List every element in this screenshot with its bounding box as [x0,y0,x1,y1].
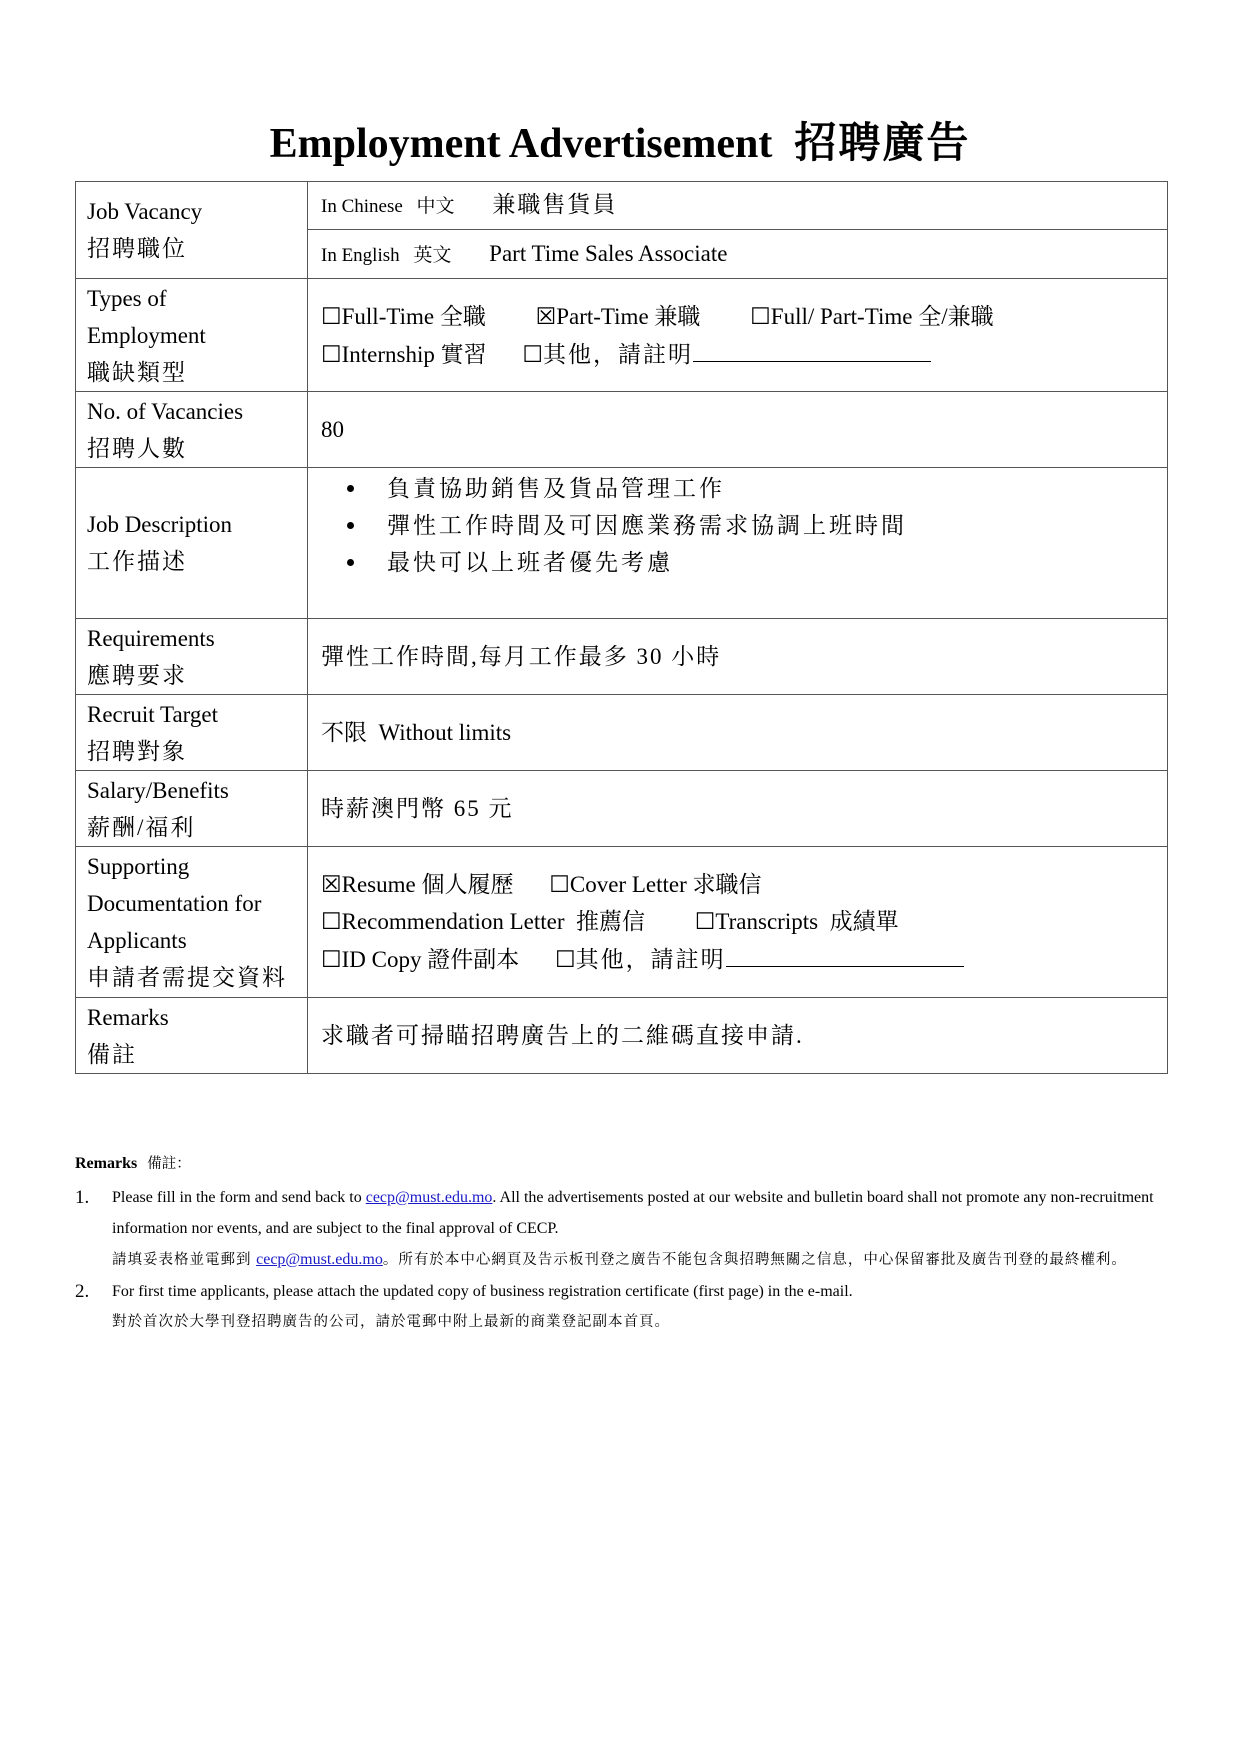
documents-other-line [726,940,964,967]
checkbox-part-time[interactable]: ☒Part-Time 兼職 [535,303,701,329]
recruit-target-value: 不限 Without limits [308,695,1168,771]
footnotes-heading: Remarks 備註： [75,1155,191,1172]
requirements-value: 彈性工作時間,每月工作最多 30 小時 [308,619,1168,695]
chinese-title-value: 兼職售貨員 [492,192,618,217]
checkbox-full-time[interactable]: ☐Full-Time 全職 [321,303,486,329]
english-title-value: Part Time Sales Associate [489,240,728,266]
salary-label: Salary/Benefits 薪酬/福利 [76,771,308,847]
description-item: 負責協助銷售及貨品管理工作 [308,470,1167,507]
title-chinese: 招聘廣告 [794,121,971,167]
advertisement-form [75,181,1168,1074]
chinese-title-field: In Chinese 中文 兼職售貨員 [308,182,1168,230]
checkbox-transcripts[interactable]: ☐Transcripts 成績單 [694,909,899,934]
checkbox-internship[interactable]: ☐Internship 實習 [321,341,487,367]
checkbox-full-part-time[interactable]: ☐Full/ Part-Time 全/兼職 [750,303,994,329]
employment-type-label: Types of Employment 職缺類型 [76,279,308,392]
title-english: Employment Advertisement [269,121,773,167]
description-label: Job Description 工作描述 [76,468,308,619]
checkbox-resume[interactable]: ☒Resume 個人履歷 [321,872,514,897]
recruit-target-label: Recruit Target 招聘對象 [76,695,308,771]
footnote-2: 2. For first time applicants, please attach the updated copy of business registration certificate (first page) in the e-mail. 對於首次於大學刊登招聘廣告的公司，請於電郵中附上最新的商業登記副本首頁。 [75,1281,853,1330]
email-link[interactable]: cecp@must.edu.mo [365,1189,493,1206]
documents-options [308,847,1168,998]
remarks-value: 求職者可掃瞄招聘廣告上的二維碼直接申請. [308,998,1168,1074]
remarks-label: Remarks 備註 [76,998,308,1074]
checkbox-id-copy[interactable]: ☐ID Copy 證件副本 [321,947,520,972]
job-vacancy-label: Job Vacancy 招聘職位 [76,182,308,279]
vacancies-label: No. of Vacancies 招聘人數 [76,392,308,468]
english-title-field: In English 英文 Part Time Sales Associate [308,230,1168,279]
footnote-1: 1. Please fill in the form and send back to cecp@must.edu.mo. All the advertisements posted at our website and bulletin board shall not promote any non-recruitment information nor events, and are subject to the final approval of CECP. 請填妥表格並電郵到 cecp@must.edu.mo。所有於本中心網頁及告示板刊登之廣告不能包含與招聘無關之信息，中心保留審批及廣告刊登的最終權利。 [75,1187,1154,1268]
checkbox-documents-other[interactable]: ☐其他，請註明 [555,947,726,972]
salary-value: 時薪澳門幣 65 元 [308,771,1168,847]
page-title [0,116,1240,172]
vacancies-value: 80 [308,392,1168,468]
checkbox-recommendation-letter[interactable]: ☐Recommendation Letter 推薦信 [321,909,646,934]
description-item: 彈性工作時間及可因應業務需求協調上班時間 [308,507,1167,544]
checkbox-cover-letter[interactable]: ☐Cover Letter 求職信 [549,872,762,897]
email-link[interactable]: cecp@must.edu.mo [256,1251,383,1268]
footnotes [75,1148,1165,1338]
documents-label: Supporting Documentation for Applicants 申請者需提交資料 [76,847,308,998]
other-specify-line [693,335,931,362]
description-content [308,468,1168,619]
description-item: 最快可以上班者優先考慮 [308,544,1167,581]
checkbox-other[interactable]: ☐其他，請註明 [522,341,694,367]
requirements-label: Requirements 應聘要求 [76,619,308,695]
employment-type-options [308,279,1168,392]
